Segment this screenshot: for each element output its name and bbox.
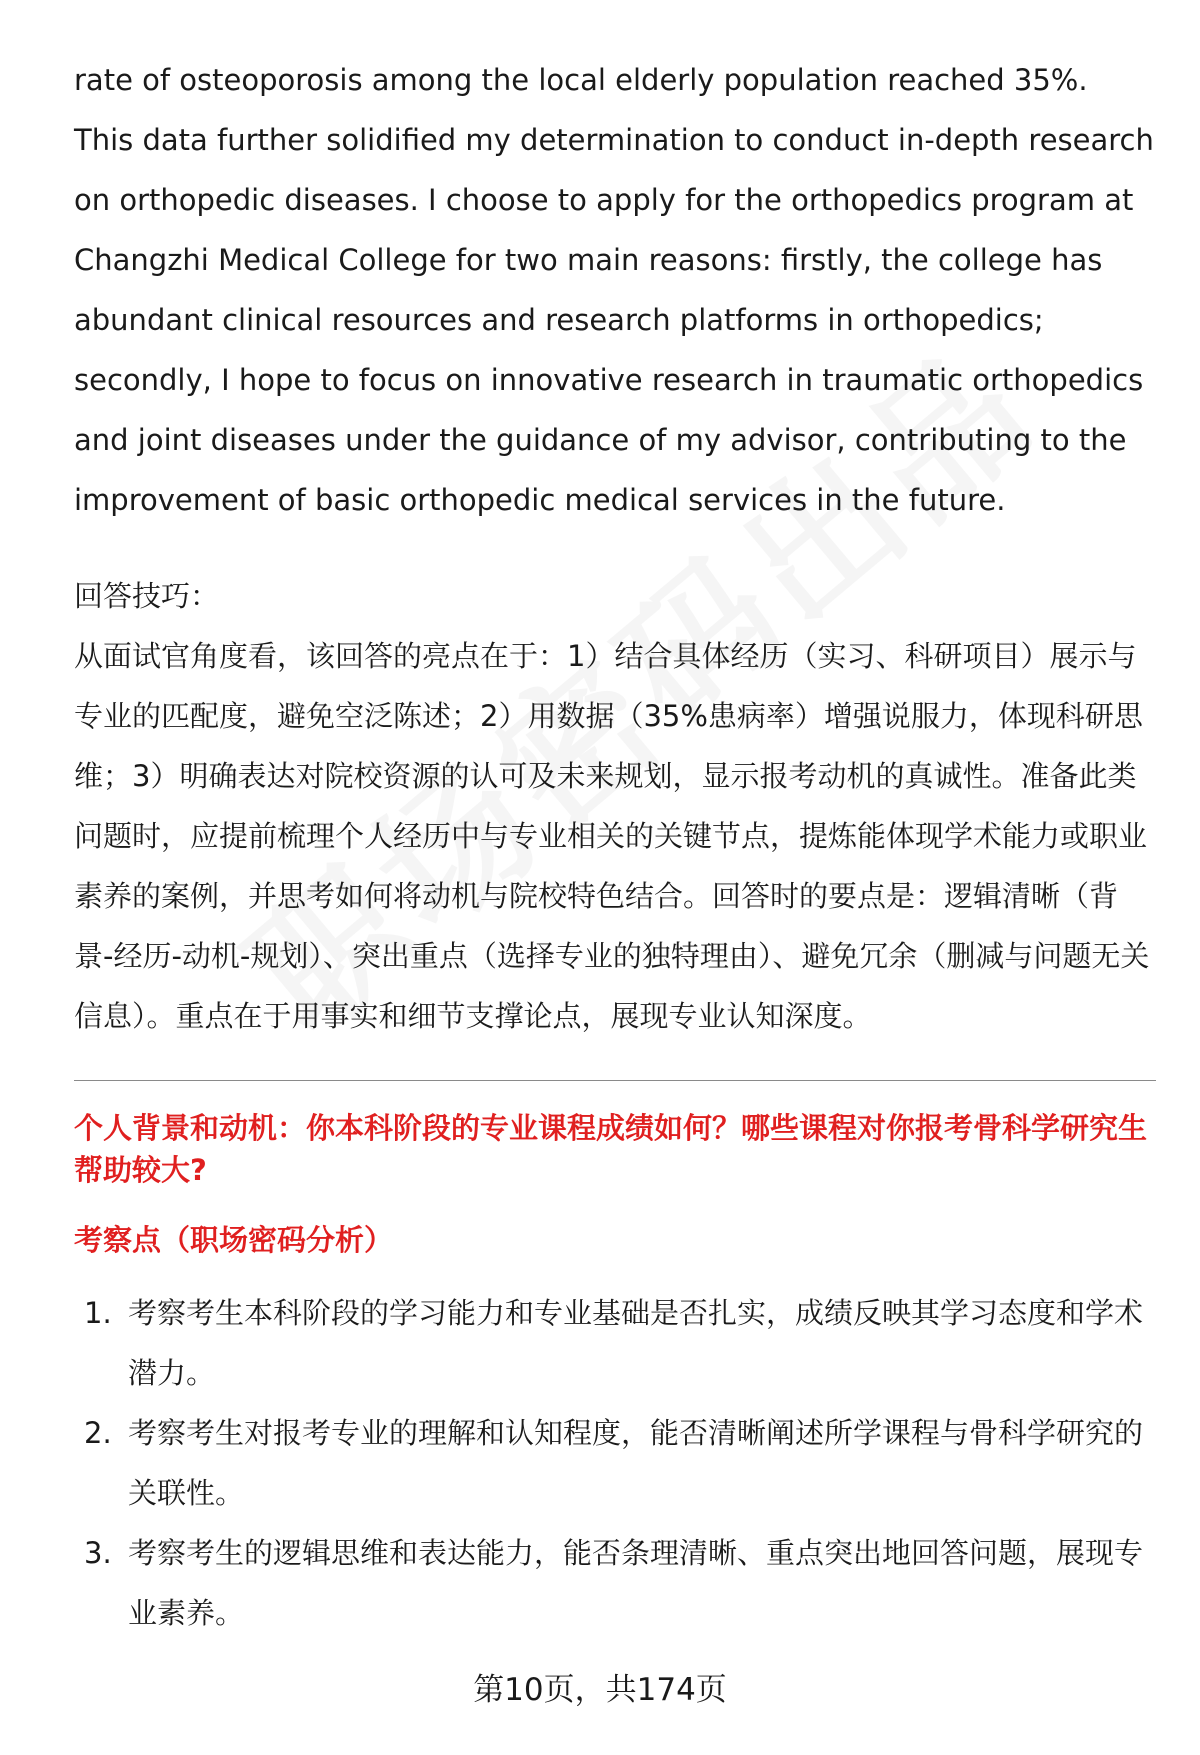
tips-label: 回答技巧： (74, 579, 220, 613)
list-item-text: 考察考生的逻辑思维和表达能力，能否条理清晰、重点突出地回答问题，展现专业素养。 (128, 1536, 1144, 1630)
list-item (74, 1403, 1154, 1523)
tips-body: 从面试官角度看，该回答的亮点在于：1）结合具体经历（实习、科研项目）展示与专业的匹配度，避免空泛陈述；2）用数据（35%患病率）增强说服力，体现科研思维；3）明确表达对院校资源的认可及未来规划，显示报考动机的真诚性。准备此类问题时，应提前梳理个人经历中与专业相关的关键节点，提炼能体现学术能力或职业素养的案例，并思考如何将动机与院校特色结合。回答时的要点是：逻辑清晰（背景-经历-动机-规划）、突出重点（选择专业的独特理由）、避免冗余（删减与问题无关信息）。重点在于用事实和细节支撑论点，展现专业认知深度。 (74, 639, 1150, 1033)
list-item (74, 1523, 1154, 1643)
question-heading: 个人背景和动机：你本科阶段的专业课程成绩如何？哪些课程对你报考骨科学研究生帮助较大? (74, 1111, 1148, 1187)
intro-paragraph: rate of osteoporosis among the local elderly population reached 35%. This data further solidified my determination to conduct in-depth research on orthopedic diseases. I choose to apply for the orthopedics program at Changzhi Medical College for two main reasons: firstly, the college has abundant clinical resources and research platforms in orthopedics; secondly, I hope to focus on innovative research in traumatic orthopedics and joint diseases under the guidance of my advisor, contributing to the improvement of basic orthopedic medical services in the future. (74, 63, 1154, 517)
page-footer: 第10页，共174页 (473, 1672, 727, 1708)
list-number: 1. (84, 1296, 112, 1330)
list-item (74, 1283, 1154, 1403)
list-number: 3. (84, 1536, 112, 1570)
list-item-text: 考察考生对报考专业的理解和认知程度，能否清晰阐述所学课程与骨科学研究的关联性。 (128, 1416, 1144, 1510)
page-content (74, 50, 1154, 1643)
focus-list (74, 1283, 1154, 1643)
list-number: 2. (84, 1416, 112, 1450)
list-item-text: 考察考生本科阶段的学习能力和专业基础是否扎实，成绩反映其学习态度和学术潜力。 (128, 1296, 1144, 1390)
section-divider (74, 1080, 1156, 1081)
focus-heading: 考察点（职场密码分析） (74, 1223, 394, 1257)
